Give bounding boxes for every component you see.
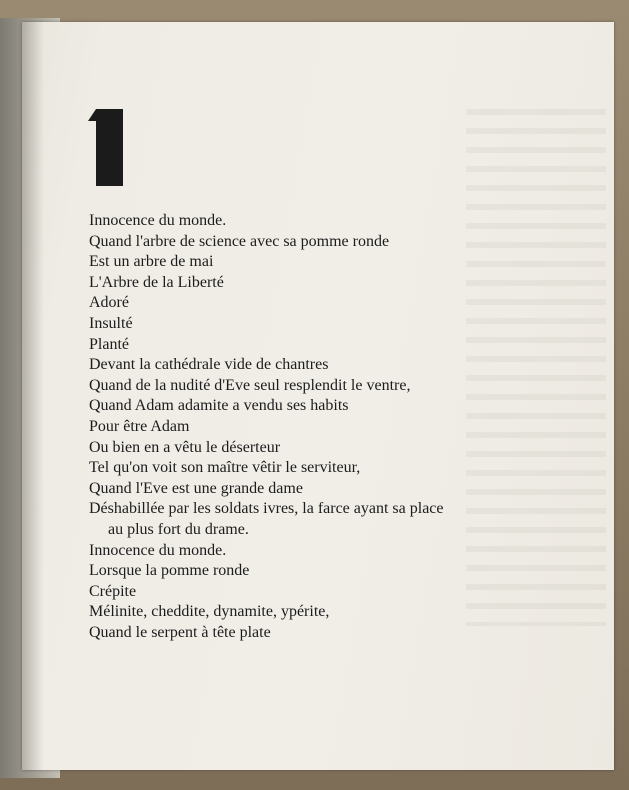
poem-line: Quand Adam adamite a vendu ses habits [89, 397, 349, 415]
poem-line: Lorsque la pomme ronde [89, 562, 250, 580]
gutter-shadow [22, 22, 44, 770]
poem-line: Innocence du monde. [89, 541, 227, 559]
poem-line: Quand de la nudité d'Eve seul resplendit le ventre, [89, 376, 411, 394]
poem-line: Ou bien en a vêtu le déserteur [89, 438, 281, 456]
chapter-number-one-glyph [96, 109, 123, 186]
poem-line: Est un arbre de mai [89, 253, 214, 271]
poem-line: Quand le serpent à tête plate [89, 623, 271, 641]
poem-line: Adoré [89, 294, 129, 312]
poem-line: Insulté [89, 314, 133, 332]
poem-line: Mélinite, cheddite, dynamite, ypérite, [89, 603, 330, 621]
poem-line: Devant la cathédrale vide de chantres [89, 356, 329, 374]
poem-line: L'Arbre de la Liberté [89, 273, 224, 291]
poem-line-continuation: au plus fort du drame. [108, 520, 249, 538]
poem-text [89, 211, 509, 643]
poem-line: Déshabillée par les soldats ivres, la farce ayant sa place [89, 500, 444, 518]
poem-line: Planté [89, 335, 129, 353]
poem-line: Tel qu'on voit son maître vêtir le serviteur, [89, 459, 361, 477]
poem-line: Crépite [89, 582, 137, 600]
poem-line: Innocence du monde. [89, 212, 227, 229]
poem-line: Pour être Adam [89, 417, 190, 435]
poem-line: Quand l'arbre de science avec sa pomme ronde [89, 232, 390, 250]
poem-line: Quand l'Eve est une grande dame [89, 479, 303, 497]
